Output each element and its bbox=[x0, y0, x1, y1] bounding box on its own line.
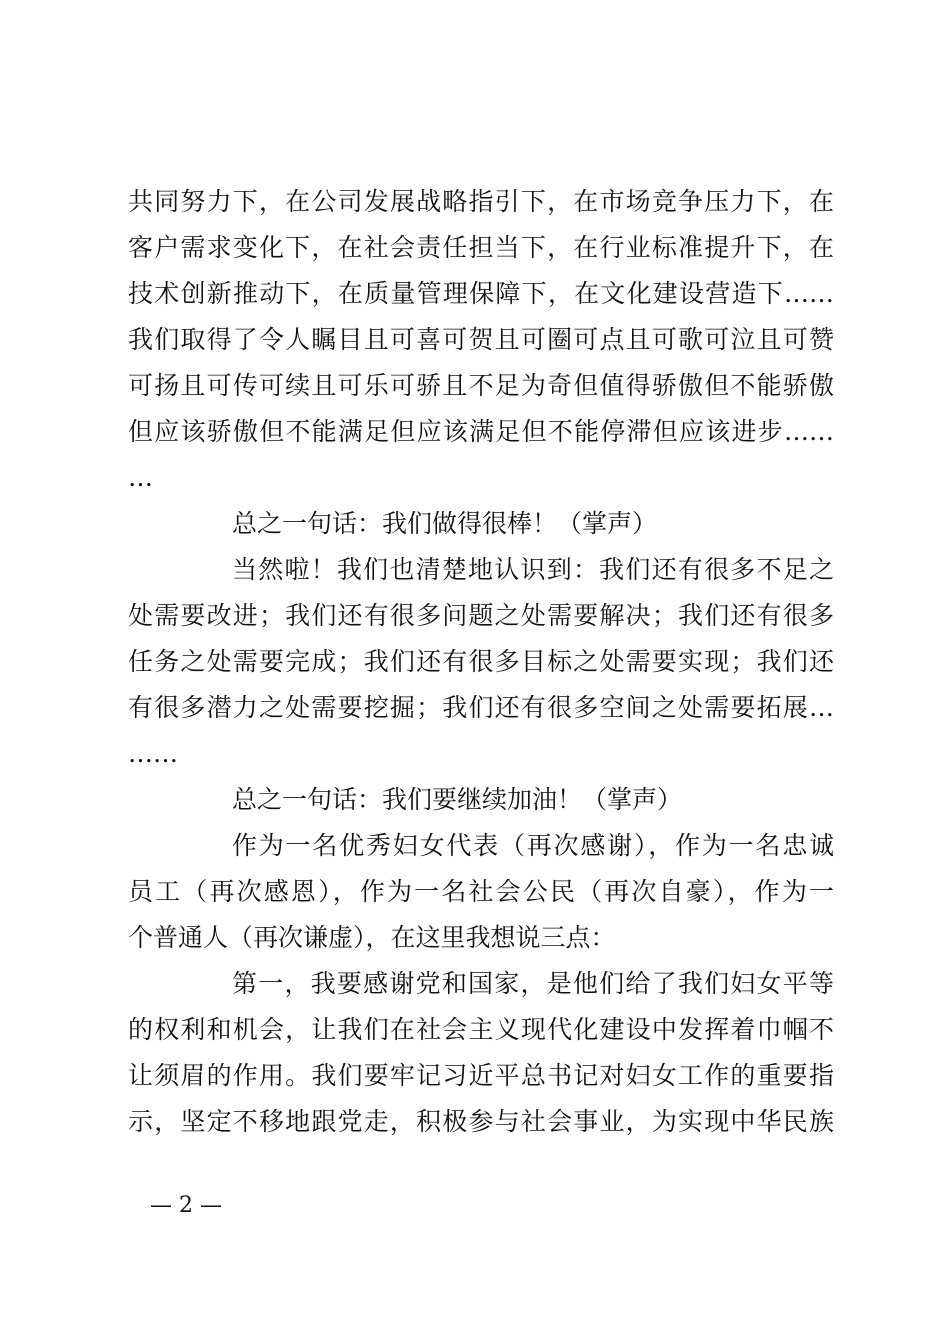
summary-line: 总之一句话：我们做得很棒！（掌声） bbox=[232, 509, 658, 538]
text-line: 有很多潜力之处需要挖掘；我们还有很多空间之处需要拓展… bbox=[128, 693, 834, 722]
text-line: 示，坚定不移地跟党走，积极参与社会事业，为实现中华民族 bbox=[128, 1107, 834, 1136]
text-line: 让须眉的作用。我们要牢记习近平总书记对妇女工作的重要指 bbox=[128, 1061, 834, 1090]
paragraph-start-line: 第一，我要感谢党和国家，是他们给了我们妇女平等 bbox=[232, 969, 834, 998]
text-line: 但应该骄傲但不能满足但应该满足但不能停滞但应该进步…… bbox=[128, 417, 834, 446]
text-line: 共同努力下，在公司发展战略指引下，在市场竞争压力下，在 bbox=[128, 187, 834, 216]
summary-line: 总之一句话：我们要继续加油！（掌声） bbox=[232, 785, 683, 814]
text-line: … bbox=[128, 463, 153, 492]
text-line: 可扬且可传可续且可乐可骄且不足为奇但值得骄傲但不能骄傲 bbox=[128, 371, 834, 400]
text-line: 的权利和机会，让我们在社会主义现代化建设中发挥着巾帼不 bbox=[128, 1015, 834, 1044]
text-line: 处需要改进；我们还有很多问题之处需要解决；我们还有很多 bbox=[128, 601, 834, 630]
paragraph-start-line: 作为一名优秀妇女代表（再次感谢），作为一名忠诚 bbox=[232, 831, 834, 860]
text-line: 我们取得了令人瞩目且可喜可贺且可圈可点且可歌可泣且可赞 bbox=[128, 325, 834, 354]
text-line: …… bbox=[128, 739, 178, 768]
paragraph-start-line: 当然啦！我们也清楚地认识到：我们还有很多不足之 bbox=[232, 555, 834, 584]
page-number: — 2 — bbox=[150, 1193, 222, 1218]
text-line: 技术创新推动下，在质量管理保障下，在文化建设营造下…… bbox=[128, 279, 834, 308]
text-line: 个普通人（再次谦虚），在这里我想说三点： bbox=[128, 923, 616, 952]
text-line: 任务之处需要完成；我们还有很多目标之处需要实现；我们还 bbox=[128, 647, 834, 676]
text-line: 客户需求变化下，在社会责任担当下，在行业标准提升下，在 bbox=[128, 233, 834, 262]
text-line: 员工（再次感恩），作为一名社会公民（再次自豪），作为一 bbox=[128, 877, 834, 906]
